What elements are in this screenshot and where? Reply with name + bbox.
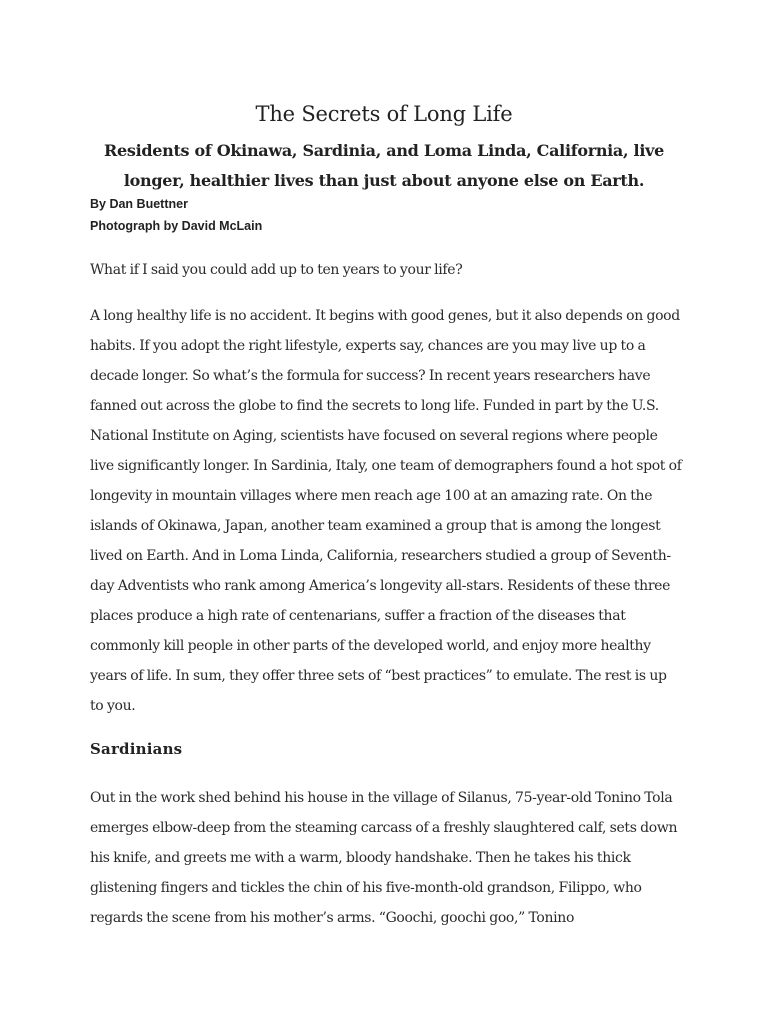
body-paragraph: Out in the work shed behind his house in the village of Silanus, 75-year-old Tonino Tola emerges elbow-deep from the steaming carcass of a freshly slaughtered calf, sets down his knife, and greets me with a warm, bloody handshake. Then he takes his thick glistening fingers and tickles the chin of his five-month-old grandson, Filippo, who regards the scene from his mother’s arms. “Goochi, goochi goo,” Tonino [90, 790, 678, 926]
byline-block [90, 193, 262, 237]
body-paragraph: A long healthy life is no accident. It begins with good genes, but it also depends on good habits. If you adopt the right lifestyle, experts say, chances are you may live up to a decade longer. So what’s the formula for success? In recent years researchers have fanned out across the globe to find the secrets to long life. Funded in part by the U.S. National Institute on Aging, scientists have focused on several regions where people live significantly longer. In Sardinia, Italy, one team of demographers found a hot spot of longevity in mountain villages where men reach age 100 at an amazing rate. On the islands of Okinawa, Japan, another team examined a group that is among the longest lived on Earth. And in Loma Linda, California, researchers studied a group of Seventh-day Adventists who rank among America’s longevity all-stars. Residents of these three places produce a high rate of centenarians, suffer a fraction of the diseases that commonly kill people in other parts of the developed world, and enjoy more healthy years of life. In sum, they offer three sets of “best practices” to emulate. The rest is up to you. [90, 308, 682, 714]
article-subtitle: Residents of Okinawa, Sardinia, and Loma Linda, California, live longer, healthier lives than just about anyone else on Earth. [104, 141, 664, 190]
section-heading: Sardinians [90, 740, 183, 758]
author-byline: By Dan Buettner [90, 197, 188, 211]
lead-paragraph: What if I said you could add up to ten years to your life? [90, 262, 463, 278]
photo-credit: Photograph by David McLain [90, 219, 263, 233]
article-title: The Secrets of Long Life [255, 102, 513, 126]
